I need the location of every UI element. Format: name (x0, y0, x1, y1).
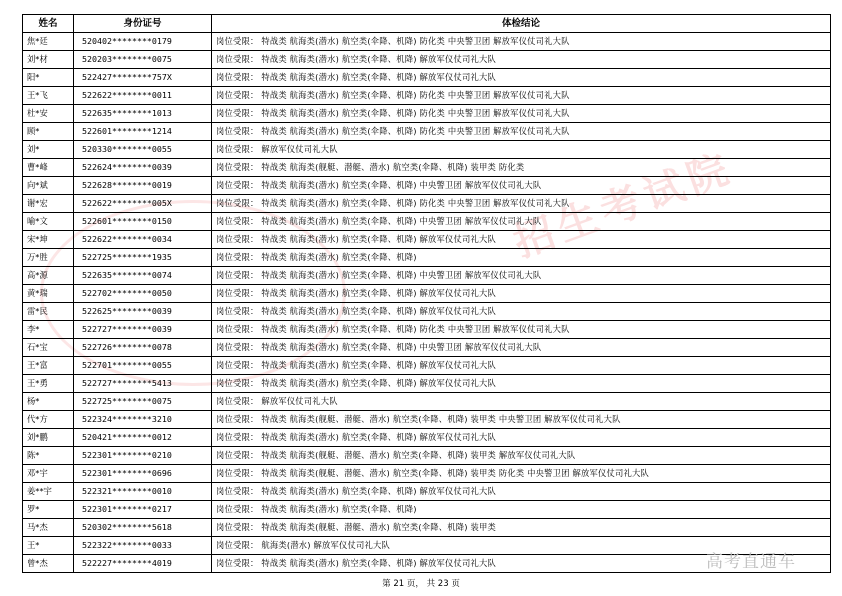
table-row (23, 393, 831, 411)
id-number-cell: 522301********0217 (74, 501, 212, 519)
exam-result-cell: 岗位受限： 特战类 航海类(潜水) 航空类(伞降、机降) 解放军仪仗司礼大队 (212, 285, 831, 303)
id-number-cell: 522301********0210 (74, 447, 212, 465)
table-row (23, 51, 831, 69)
table-row (23, 483, 831, 501)
name-cell: 杨* (23, 393, 74, 411)
name-cell: 陈* (23, 447, 74, 465)
exam-result-cell: 岗位受限： 特战类 航海类(潜水) 航空类(伞降、机降) 解放军仪仗司礼大队 (212, 231, 831, 249)
id-number-cell: 522321********0010 (74, 483, 212, 501)
exam-result-cell: 岗位受限： 特战类 航海类(潜水) 航空类(伞降、机降) (212, 249, 831, 267)
id-number-cell: 520402********0179 (74, 33, 212, 51)
table-row (23, 357, 831, 375)
id-number-cell: 522324********3210 (74, 411, 212, 429)
id-number-cell: 522622********0034 (74, 231, 212, 249)
name-cell: 李* (23, 321, 74, 339)
name-cell: 刘*材 (23, 51, 74, 69)
id-number-cell: 522322********0033 (74, 537, 212, 555)
id-number-cell: 522727********5413 (74, 375, 212, 393)
table-row (23, 87, 831, 105)
table-row (23, 429, 831, 447)
exam-result-cell: 岗位受限： 特战类 航海类(潜水) 航空类(伞降、机降) 防化类 中央警卫团 解放军仪仗司礼大队 (212, 105, 831, 123)
exam-result-cell: 岗位受限： 特战类 航海类(潜水) 航空类(伞降、机降) 防化类 中央警卫团 解放军仪仗司礼大队 (212, 123, 831, 141)
table-row (23, 375, 831, 393)
id-number-cell: 522628********0019 (74, 177, 212, 195)
exam-result-cell: 岗位受限： 特战类 航海类(潜水) 航空类(伞降、机降) 解放军仪仗司礼大队 (212, 51, 831, 69)
table-row (23, 249, 831, 267)
name-cell: 罗* (23, 501, 74, 519)
id-number-cell: 522622********005X (74, 195, 212, 213)
id-number-cell: 522601********0150 (74, 213, 212, 231)
table-row (23, 303, 831, 321)
id-number-cell: 522622********0011 (74, 87, 212, 105)
table-row (23, 69, 831, 87)
id-number-cell: 522635********0074 (74, 267, 212, 285)
name-cell: 姜**宇 (23, 483, 74, 501)
table-header-row (23, 15, 831, 33)
name-cell: 谢*宏 (23, 195, 74, 213)
column-header-result: 体检结论 (212, 15, 831, 33)
column-header-id: 身份证号 (74, 15, 212, 33)
name-cell: 宋*坤 (23, 231, 74, 249)
exam-result-cell: 岗位受限： 特战类 航海类(舰艇、潜艇、潜水) 航空类(伞降、机降) 装甲类 防化类 中央警卫团 解放军仪仗司礼大队 (212, 465, 831, 483)
site-logo-watermark: 高考直通车 (706, 552, 796, 572)
exam-result-cell: 岗位受限： 特战类 航海类(潜水) 航空类(伞降、机降) 防化类 中央警卫团 解放军仪仗司礼大队 (212, 33, 831, 51)
table-row (23, 123, 831, 141)
results-table (22, 14, 831, 573)
id-number-cell: 522601********1214 (74, 123, 212, 141)
exam-result-cell: 岗位受限： 特战类 航海类(潜水) 航空类(伞降、机降) 防化类 中央警卫团 解放军仪仗司礼大队 (212, 195, 831, 213)
table-row (23, 411, 831, 429)
id-number-cell: 522725********0075 (74, 393, 212, 411)
table-row (23, 519, 831, 537)
exam-result-cell: 岗位受限： 特战类 航海类(潜水) 航空类(伞降、机降) (212, 501, 831, 519)
id-number-cell: 520302********5618 (74, 519, 212, 537)
name-cell: 马*杰 (23, 519, 74, 537)
table-row (23, 195, 831, 213)
exam-result-cell: 岗位受限： 特战类 航海类(舰艇、潜艇、潜水) 航空类(伞降、机降) 装甲类 防化类 (212, 159, 831, 177)
exam-result-cell: 岗位受限： 特战类 航海类(潜水) 航空类(伞降、机降) 解放军仪仗司礼大队 (212, 429, 831, 447)
name-cell: 万*胜 (23, 249, 74, 267)
exam-result-cell: 岗位受限： 特战类 航海类(舰艇、潜艇、潜水) 航空类(伞降、机降) 装甲类 (212, 519, 831, 537)
name-cell: 高*源 (23, 267, 74, 285)
id-number-cell: 522227********4019 (74, 555, 212, 573)
name-cell: 焦*廷 (23, 33, 74, 51)
exam-result-cell: 岗位受限： 特战类 航海类(潜水) 航空类(伞降、机降) 防化类 中央警卫团 解放军仪仗司礼大队 (212, 321, 831, 339)
table-row (23, 447, 831, 465)
name-cell: 王*勇 (23, 375, 74, 393)
exam-result-cell: 岗位受限： 特战类 航海类(潜水) 航空类(伞降、机降) 解放军仪仗司礼大队 (212, 357, 831, 375)
name-cell: 刘* (23, 141, 74, 159)
name-cell: 黄*瑞 (23, 285, 74, 303)
id-number-cell: 522725********1935 (74, 249, 212, 267)
table-row (23, 159, 831, 177)
table-row (23, 231, 831, 249)
id-number-cell: 520330********0055 (74, 141, 212, 159)
exam-result-cell: 岗位受限： 特战类 航海类(潜水) 航空类(伞降、机降) 中央警卫团 解放军仪仗司礼大队 (212, 213, 831, 231)
name-cell: 邓*宇 (23, 465, 74, 483)
name-cell: 雷*民 (23, 303, 74, 321)
exam-result-cell: 岗位受限： 特战类 航海类(潜水) 航空类(伞降、机降) 防化类 中央警卫团 解放军仪仗司礼大队 (212, 87, 831, 105)
id-number-cell: 522635********1013 (74, 105, 212, 123)
id-number-cell: 520421********0012 (74, 429, 212, 447)
exam-result-cell: 岗位受限： 特战类 航海类(潜水) 航空类(伞降、机降) 中央警卫团 解放军仪仗司礼大队 (212, 177, 831, 195)
id-number-cell: 522301********0696 (74, 465, 212, 483)
table-row (23, 285, 831, 303)
table-row (23, 213, 831, 231)
exam-result-cell: 岗位受限： 特战类 航海类(潜水) 航空类(伞降、机降) 解放军仪仗司礼大队 (212, 69, 831, 87)
name-cell: 代*方 (23, 411, 74, 429)
name-cell: 向*斌 (23, 177, 74, 195)
table-row (23, 501, 831, 519)
table-row (23, 339, 831, 357)
name-cell: 顾* (23, 123, 74, 141)
stamp-watermark: 招生考试院 (508, 144, 740, 267)
column-header-name: 姓名 (23, 15, 74, 33)
id-number-cell: 522702********0050 (74, 285, 212, 303)
name-cell: 王*飞 (23, 87, 74, 105)
name-cell: 曾*杰 (23, 555, 74, 573)
id-number-cell: 522624********0039 (74, 159, 212, 177)
exam-result-cell: 岗位受限： 解放军仪仗司礼大队 (212, 393, 831, 411)
id-number-cell: 522727********0039 (74, 321, 212, 339)
id-number-cell: 520203********0075 (74, 51, 212, 69)
table-row (23, 177, 831, 195)
id-number-cell: 522625********0039 (74, 303, 212, 321)
exam-result-cell: 岗位受限： 特战类 航海类(舰艇、潜艇、潜水) 航空类(伞降、机降) 装甲类 中央警卫团 解放军仪仗司礼大队 (212, 411, 831, 429)
table-row (23, 33, 831, 51)
exam-result-cell: 岗位受限： 特战类 航海类(舰艇、潜艇、潜水) 航空类(伞降、机降) 装甲类 解放军仪仗司礼大队 (212, 447, 831, 465)
exam-result-cell: 岗位受限： 特战类 航海类(潜水) 航空类(伞降、机降) 解放军仪仗司礼大队 (212, 303, 831, 321)
table-row (23, 465, 831, 483)
table-row (23, 267, 831, 285)
table-row (23, 141, 831, 159)
exam-result-cell: 岗位受限： 航海类(潜水) 解放军仪仗司礼大队 (212, 537, 831, 555)
name-cell: 曹*峰 (23, 159, 74, 177)
name-cell: 石*宝 (23, 339, 74, 357)
exam-result-cell: 岗位受限： 特战类 航海类(潜水) 航空类(伞降、机降) 中央警卫团 解放军仪仗司礼大队 (212, 267, 831, 285)
name-cell: 刘*鹏 (23, 429, 74, 447)
id-number-cell: 522427********757X (74, 69, 212, 87)
name-cell: 喻*文 (23, 213, 74, 231)
table-row (23, 321, 831, 339)
name-cell: 王*富 (23, 357, 74, 375)
name-cell: 杜*安 (23, 105, 74, 123)
id-number-cell: 522726********0078 (74, 339, 212, 357)
exam-result-cell: 岗位受限： 特战类 航海类(潜水) 航空类(伞降、机降) 中央警卫团 解放军仪仗司礼大队 (212, 339, 831, 357)
exam-result-cell: 岗位受限： 特战类 航海类(潜水) 航空类(伞降、机降) 解放军仪仗司礼大队 (212, 555, 831, 573)
table-row (23, 105, 831, 123)
exam-result-cell: 岗位受限： 解放军仪仗司礼大队 (212, 141, 831, 159)
exam-result-cell: 岗位受限： 特战类 航海类(潜水) 航空类(伞降、机降) 解放军仪仗司礼大队 (212, 483, 831, 501)
id-number-cell: 522701********0055 (74, 357, 212, 375)
page-number: 第 21 页， 共 23 页 (382, 579, 460, 589)
name-cell: 阳* (23, 69, 74, 87)
name-cell: 王* (23, 537, 74, 555)
exam-result-cell: 岗位受限： 特战类 航海类(潜水) 航空类(伞降、机降) 解放军仪仗司礼大队 (212, 375, 831, 393)
